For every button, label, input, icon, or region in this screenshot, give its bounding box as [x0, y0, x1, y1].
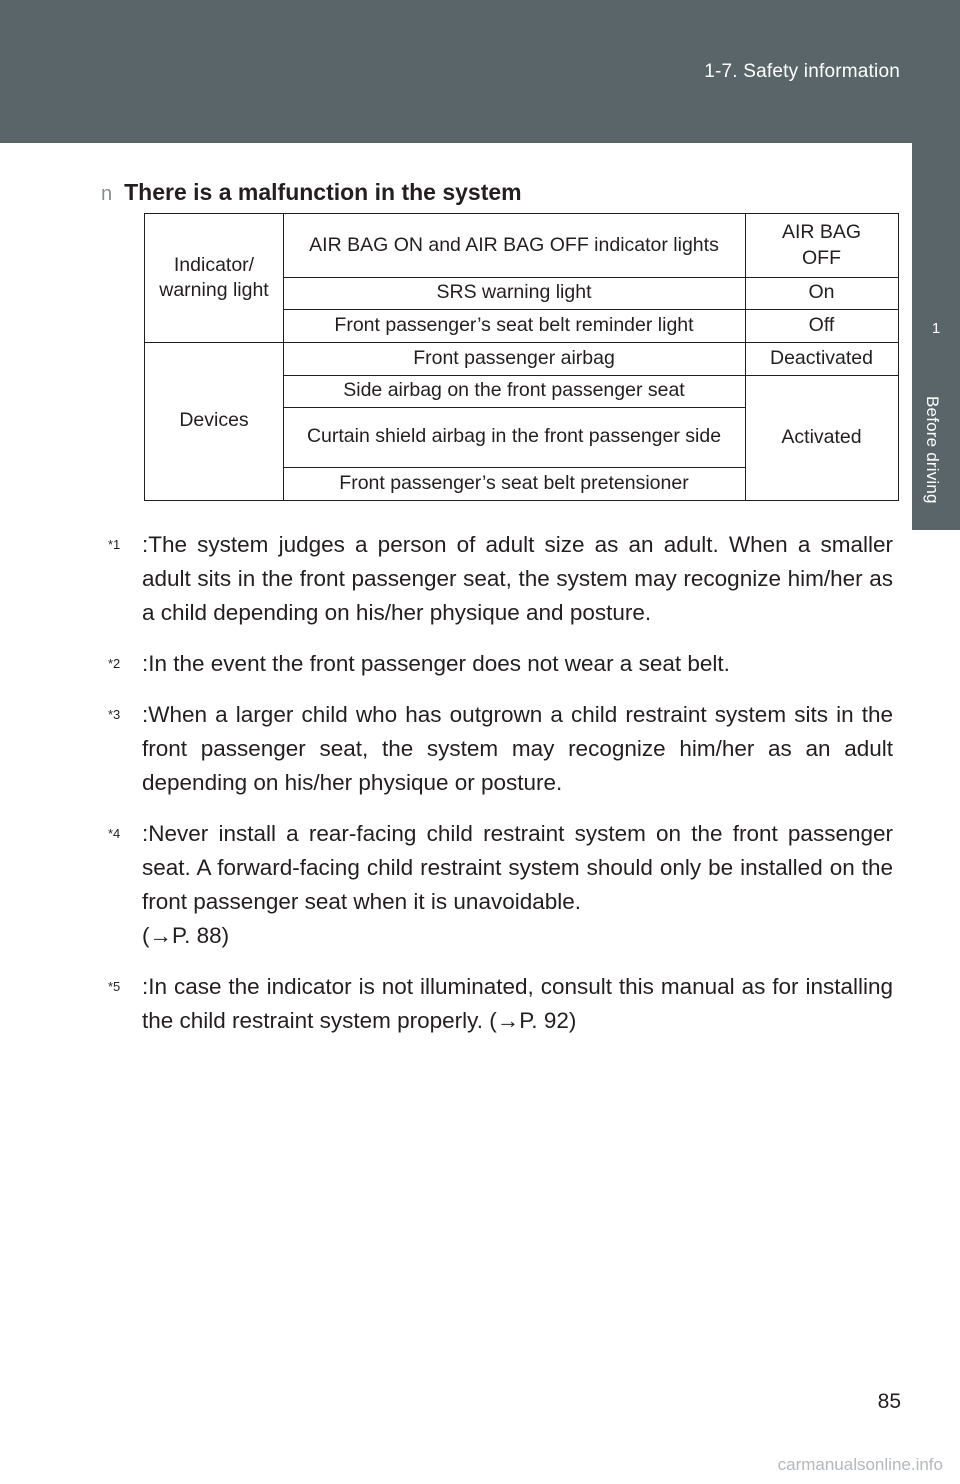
status-table: [144, 213, 899, 501]
footnote-4: [108, 817, 893, 953]
footnote-1: [108, 528, 893, 630]
table-row-item: Front passenger’s seat belt pretensioner: [339, 471, 689, 494]
bullet-icon: n: [101, 183, 113, 205]
page-number: 85: [877, 1390, 901, 1413]
devices-label: Devices: [179, 409, 249, 432]
footnote-mark: *3: [108, 707, 121, 722]
footnote-mark: *5: [108, 979, 121, 994]
table-row-state: Off: [808, 313, 835, 336]
footnote-text: :Never install a rear-facing child restraint system on the front passenger seat. A forward-facing child restraint system should only be installed on the front passenger seat when it is unavoidable.: [142, 821, 893, 914]
footnotes: [108, 528, 893, 1055]
table-row-item: Curtain shield airbag in the front passenger side: [306, 425, 722, 448]
footnote-text: :When a larger child who has outgrown a child restraint system sits in the front passenger seat, the system may recognize him/her as an adult depending on his/her physique or posture.: [142, 702, 893, 795]
side-tab-spacer: [912, 143, 960, 310]
indicator-warning-light-label: Indicator/ warning light: [159, 253, 269, 301]
table-row-item: SRS warning light: [436, 281, 592, 304]
footnote-text: :In case the indicator is not illuminated, consult this manual as for installing the child restraint system properly. (→P. 92): [142, 974, 893, 1033]
table-row-item: Side airbag on the front passenger seat: [343, 379, 685, 402]
section-heading: [101, 179, 522, 206]
footnote-mark: *2: [108, 656, 121, 671]
table-row-item: Front passenger’s seat belt reminder light: [334, 313, 694, 336]
side-tab-label: Before driving: [923, 396, 942, 504]
activated-state: Activated: [781, 425, 862, 448]
footnote-text: :In the event the front passenger does not wear a seat belt.: [142, 651, 730, 676]
header-band: [0, 0, 960, 143]
footnote-2: [108, 647, 893, 681]
footnote-mark: *4: [108, 826, 121, 841]
table-row-state: AIR BAG OFF: [781, 221, 862, 269]
page-reference-link[interactable]: (→P. 88): [142, 923, 230, 948]
heading-text: There is a malfunction in the system: [124, 179, 522, 205]
footnote-5: [108, 970, 893, 1038]
table-row-state: On: [808, 281, 835, 304]
section-title: 1-7. Safety information: [704, 61, 900, 82]
footnote-3: [108, 698, 893, 800]
watermark: carmanualsonline.info: [777, 1455, 943, 1474]
table-row-item: AIR BAG ON and AIR BAG OFF indicator lights: [309, 233, 719, 256]
footnote-text: :The system judges a person of adult size as an adult. When a smaller adult sits in the front passenger seat, the system may recognize him/her as a child depending on his/her physique and posture.: [142, 532, 893, 625]
table-row-state: Deactivated: [770, 346, 873, 369]
footnote-mark: *1: [108, 537, 121, 552]
side-tab-number: 1: [931, 320, 941, 337]
table-row-item: Front passenger airbag: [413, 346, 615, 369]
side-tab: [912, 310, 960, 530]
